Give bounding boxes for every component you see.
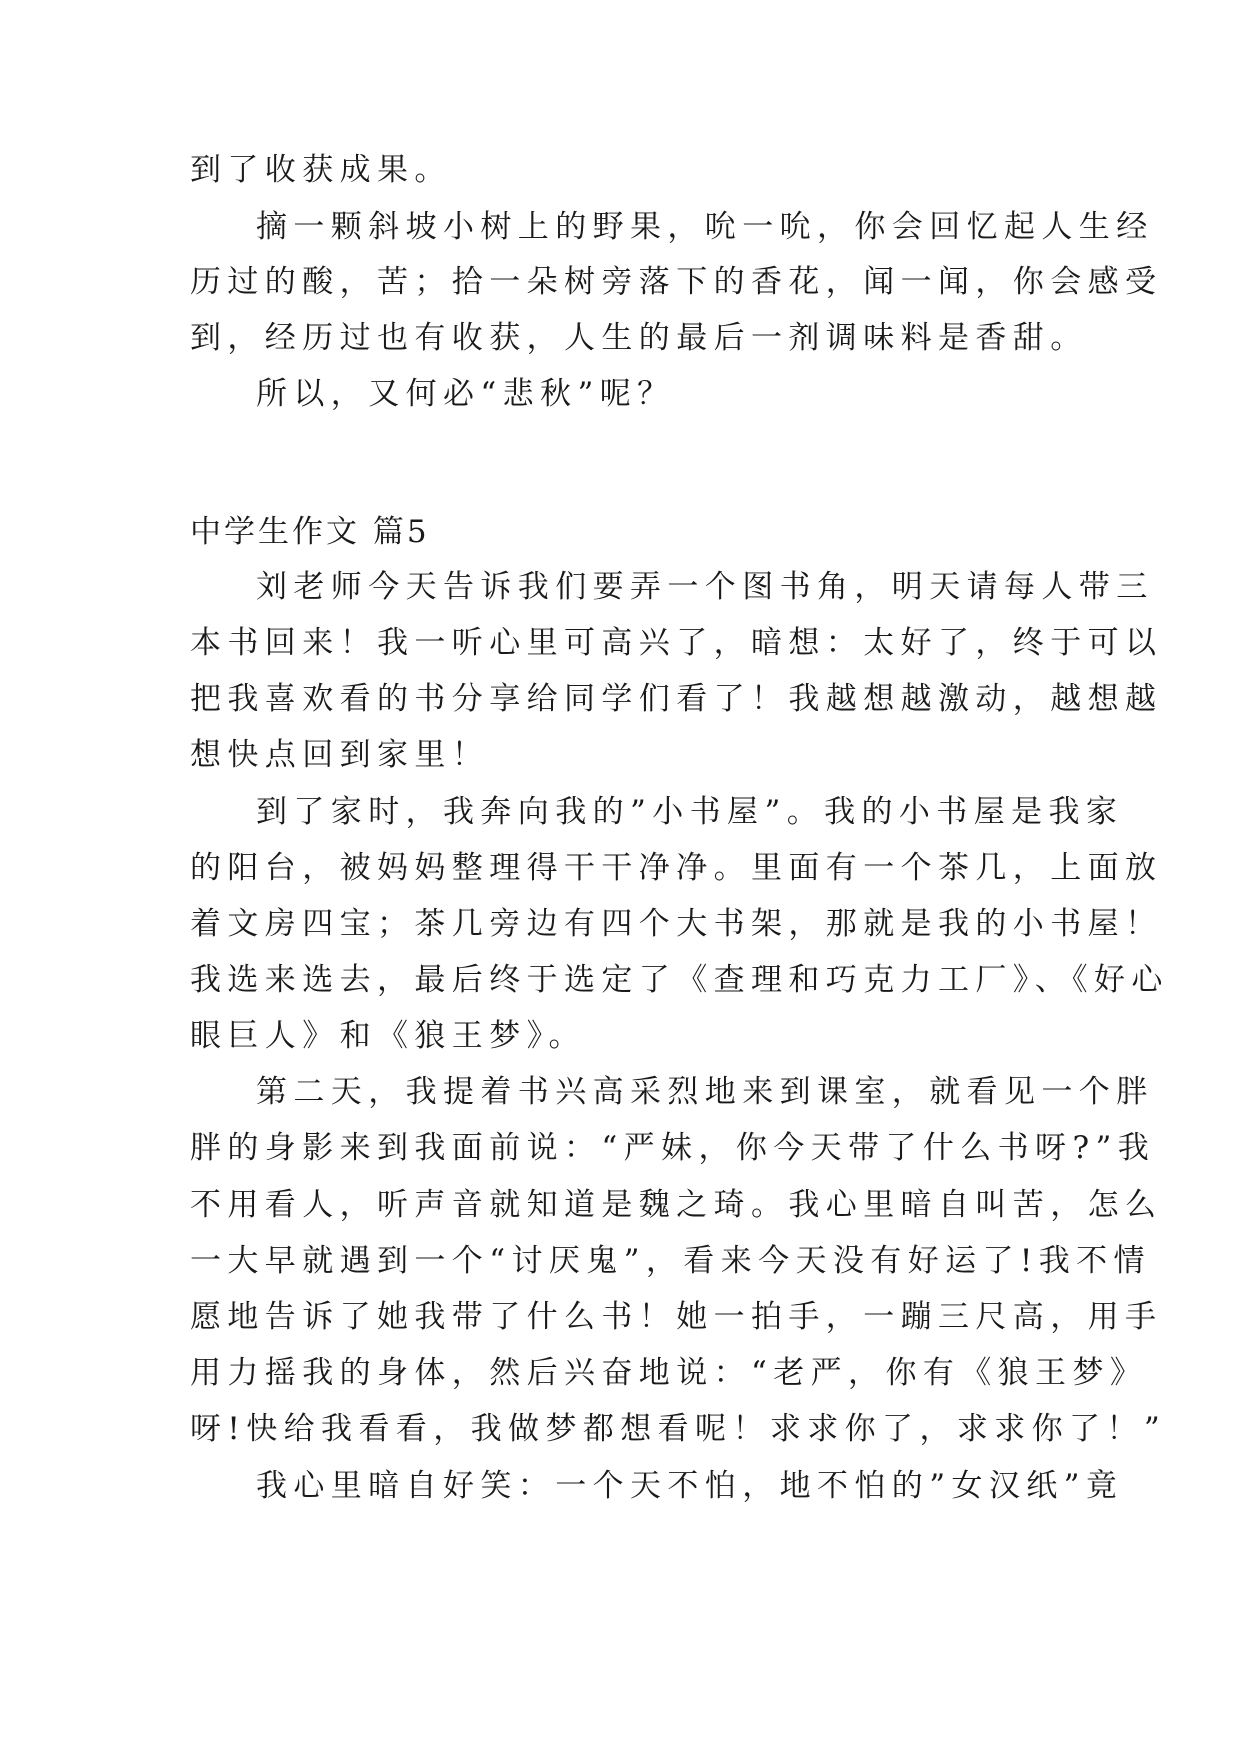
text-line: 眼巨人》和《狼王梦》。 (190, 1018, 586, 1054)
paragraph-first-line: 第二天，我提着书兴高采烈地来到课室，就看见一个胖 (256, 1074, 1154, 1110)
text-line: 到，经历过也有收获，人生的最后一剂调味料是香甜。 (190, 320, 1088, 356)
text-line: 不用看人，听声音就知道是魏之琦。我心里暗自叫苦，怎么 (190, 1187, 1163, 1223)
text-line: 一大早就遇到一个“讨厌鬼”，看来今天没有好运了!我不情 (190, 1243, 1151, 1279)
text-line: 历过的酸，苦；拾一朵树旁落下的香花，闻一闻，你会感受 (190, 264, 1163, 300)
paragraph-first-line: 我心里暗自好笑：一个天不怕，地不怕的”女汉纸”竟 (256, 1468, 1124, 1504)
text-line: 的阳台，被妈妈整理得干干净净。里面有一个茶几，上面放 (190, 850, 1163, 886)
text-line: 呀!快给我看看，我做梦都想看呢！求求你了，求求你了！” (190, 1411, 1167, 1447)
paragraph-first-line: 刘老师今天告诉我们要弄一个图书角，明天请每人带三 (256, 569, 1154, 605)
paragraph-first-line: 所以，又何必“悲秋”呢？ (256, 376, 675, 412)
text-line: 把我喜欢看的书分享给同学们看了！我越想越激动，越想越 (190, 681, 1163, 717)
text-line: 着文房四宝；茶几旁边有四个大书架，那就是我的小书屋！ (190, 906, 1163, 942)
text-line: 胖的身影来到我面前说：“严妹，你今天带了什么书呀?”我 (190, 1130, 1156, 1166)
paragraph-first-line: 摘一颗斜坡小树上的野果，吮一吮，你会回忆起人生经 (256, 209, 1154, 245)
paragraph-first-line: 到了家时，我奔向我的”小书屋”。我的小书屋是我家 (256, 794, 1124, 830)
text-line: 我选来选去，最后终于选定了《查理和巧克力工厂》、《好心 (190, 962, 1169, 998)
text-line: 到了收获成果。 (190, 152, 452, 188)
text-line: 愿地告诉了她我带了什么书！她一拍手，一蹦三尺高，用手 (190, 1299, 1163, 1335)
text-line: 想快点回到家里！ (190, 737, 490, 773)
text-line: 用力摇我的身体，然后兴奋地说：“老严，你有《狼王梦》 (190, 1355, 1148, 1391)
text-line: 本书回来！我一听心里可高兴了，暗想：太好了，终于可以 (190, 625, 1163, 661)
section-heading: 中学生作文 篇5 (190, 514, 430, 550)
